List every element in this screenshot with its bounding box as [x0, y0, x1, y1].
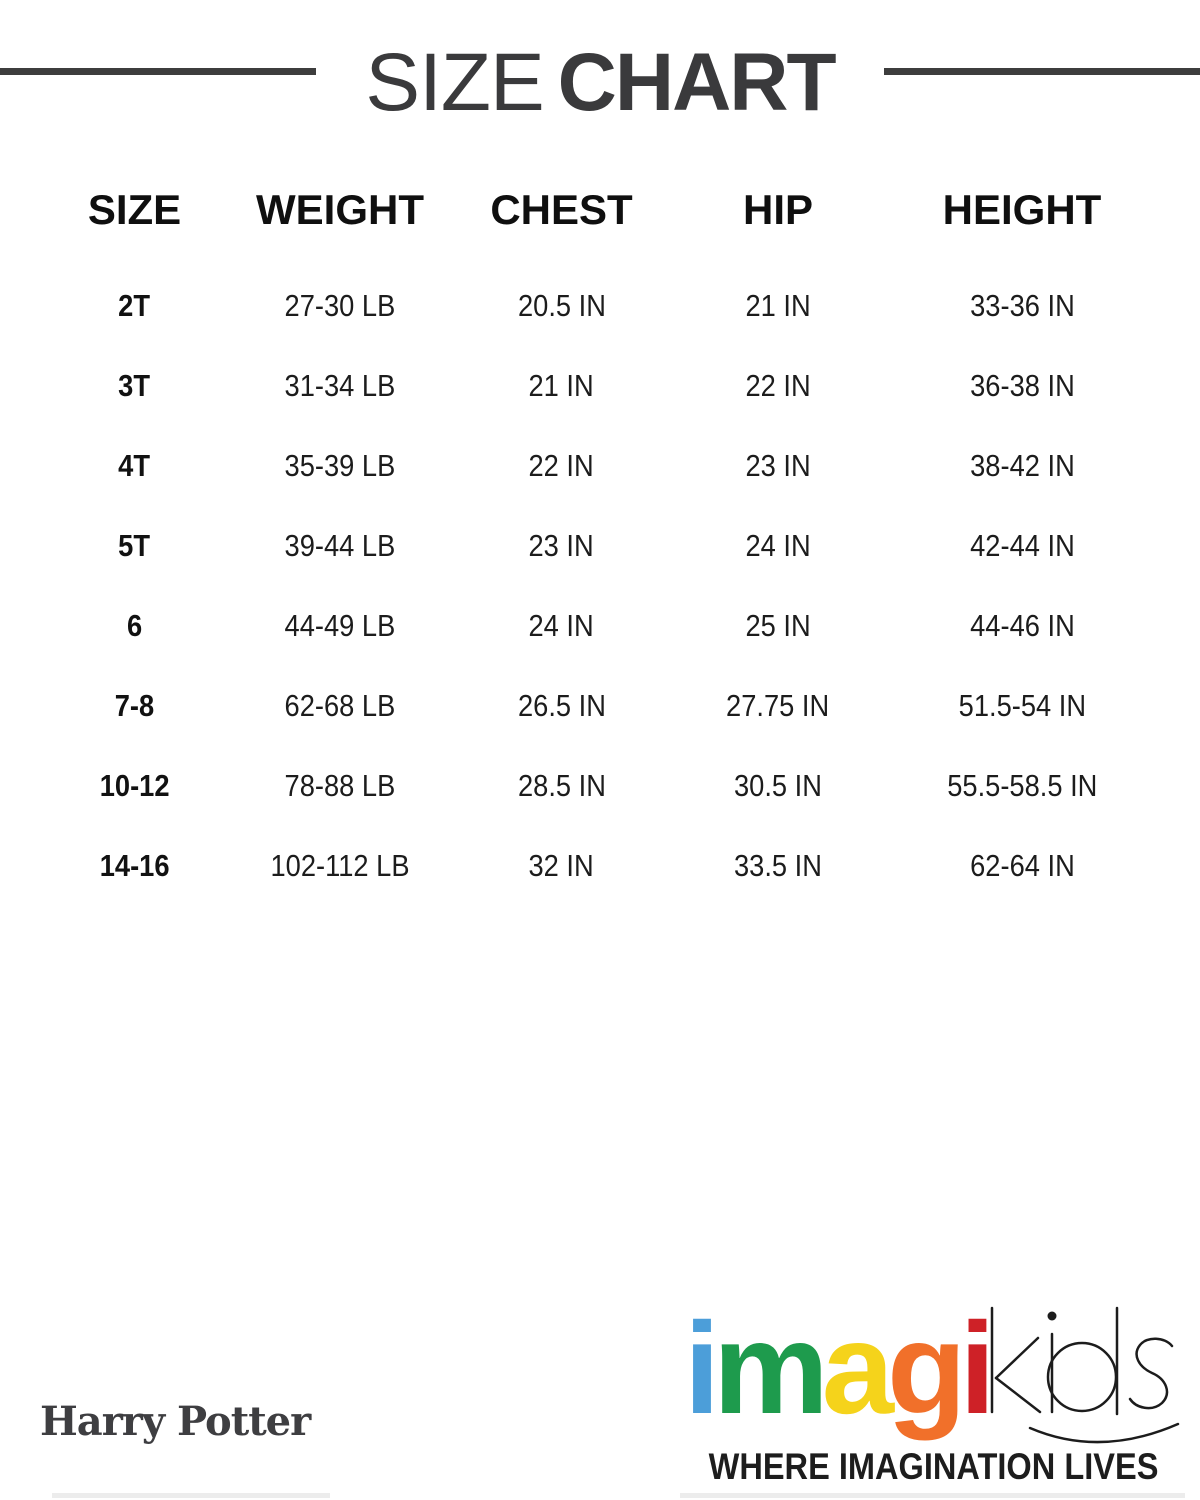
header-chest: CHEST	[490, 186, 633, 233]
kids-wordmark-icon	[988, 1300, 1193, 1460]
weight-cell: 62-68 LB	[284, 688, 396, 723]
weight-cell: 44-49 LB	[284, 608, 396, 643]
height-cell: 33-36 IN	[969, 288, 1075, 323]
bottom-edge-strip-left	[52, 1493, 330, 1498]
imagi-letter-m: m	[713, 1295, 822, 1441]
hip-cell: 33.5 IN	[734, 848, 822, 883]
hip-cell: 25 IN	[745, 608, 811, 643]
height-cell: 42-44 IN	[969, 528, 1075, 563]
header-size: SIZE	[87, 186, 182, 233]
size-cell: 6	[126, 608, 143, 643]
hip-cell: 23 IN	[745, 448, 811, 483]
imagi-letter-i2: i	[959, 1295, 989, 1441]
imagi-letter-g: g	[887, 1295, 960, 1441]
size-cell: 14-16	[99, 848, 170, 883]
hip-cell: 21 IN	[745, 288, 811, 323]
size-table-body	[40, 266, 1160, 906]
weight-cell: 102-112 LB	[270, 848, 410, 883]
height-cell: 36-38 IN	[969, 368, 1075, 403]
size-cell: 3T	[118, 368, 151, 403]
page-title	[0, 37, 1200, 128]
chest-cell: 26.5 IN	[517, 688, 606, 723]
kids-k-arm	[996, 1338, 1038, 1378]
kids-d-bowl	[1048, 1343, 1116, 1411]
kids-k-leg	[996, 1378, 1040, 1412]
hip-cell: 27.75 IN	[726, 688, 830, 723]
chest-cell: 22 IN	[528, 448, 595, 483]
size-cell: 4T	[118, 448, 151, 483]
imagi-letter-a: a	[821, 1295, 888, 1441]
chest-cell: 21 IN	[528, 368, 595, 403]
imagi-letter-i1: i	[684, 1295, 714, 1441]
kids-i-dot	[1048, 1312, 1057, 1321]
size-cell: 10-12	[99, 768, 170, 803]
hip-cell: 30.5 IN	[734, 768, 822, 803]
height-cell: 55.5-58.5 IN	[946, 768, 1098, 803]
smile-icon	[1030, 1424, 1178, 1442]
weight-cell: 39-44 LB	[284, 528, 396, 563]
size-cell: 2T	[118, 288, 151, 323]
weight-cell: 31-34 LB	[284, 368, 396, 403]
imagikids-tagline: WHERE IMAGINATION LIVES	[708, 1446, 1159, 1487]
chest-cell: 32 IN	[528, 848, 595, 883]
weight-cell: 27-30 LB	[284, 288, 396, 323]
height-cell: 51.5-54 IN	[958, 688, 1086, 723]
header-hip: HIP	[742, 186, 813, 233]
kids-s-curve	[1130, 1339, 1172, 1408]
weight-cell: 35-39 LB	[284, 448, 396, 483]
title-word-chart: CHART	[557, 37, 835, 128]
header-weight: WEIGHT	[256, 186, 424, 233]
chest-cell: 20.5 IN	[517, 288, 606, 323]
imagikids-logo	[676, 1292, 1191, 1464]
hip-cell: 22 IN	[745, 368, 811, 403]
bottom-edge-strip-right	[680, 1493, 1185, 1498]
weight-cell: 78-88 LB	[284, 768, 396, 803]
hip-cell: 24 IN	[745, 528, 811, 563]
size-cell: 7-8	[114, 688, 155, 723]
height-cell: 62-64 IN	[969, 848, 1075, 883]
title-word-size: SIZE	[365, 37, 544, 128]
chest-cell: 23 IN	[528, 528, 595, 563]
height-cell: 38-42 IN	[969, 448, 1075, 483]
size-table-header	[40, 182, 1160, 238]
chest-cell: 28.5 IN	[517, 768, 606, 803]
size-cell: 5T	[118, 528, 151, 563]
header-height: HEIGHT	[942, 186, 1102, 233]
chest-cell: 24 IN	[528, 608, 595, 643]
harry-potter-logo: Harry Potter	[40, 1398, 311, 1445]
height-cell: 44-46 IN	[969, 608, 1075, 643]
imagi-colored-wordmark	[684, 1295, 989, 1441]
